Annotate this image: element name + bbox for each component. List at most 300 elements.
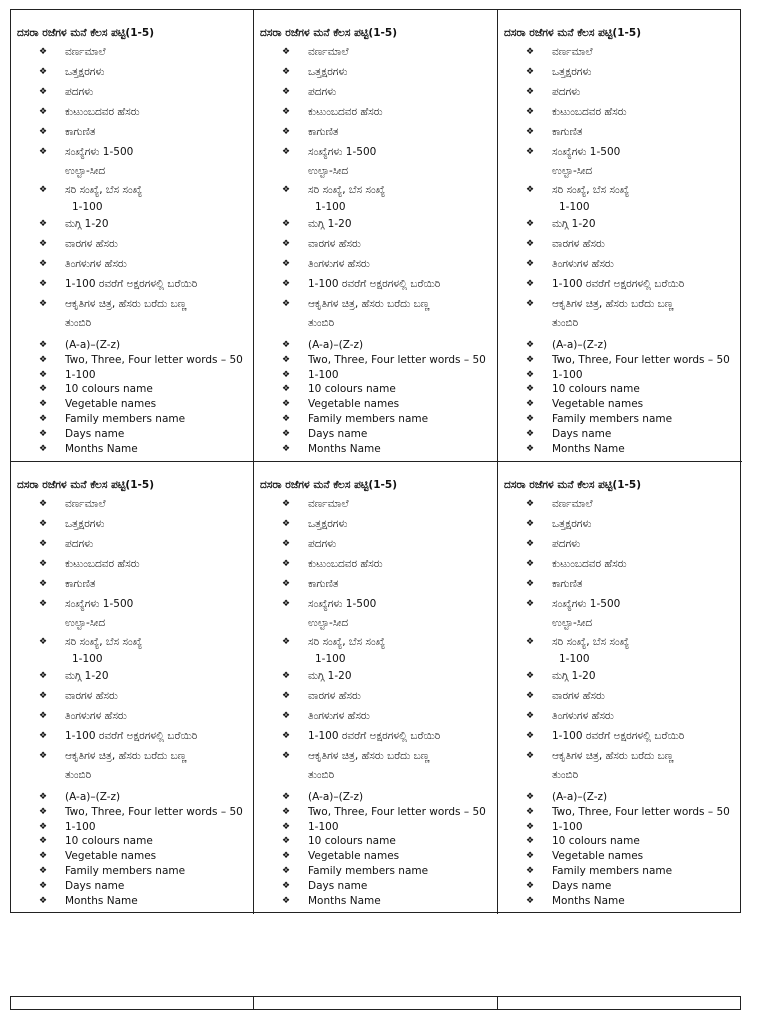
diamond-bullet-icon: ❖ [282, 399, 291, 410]
list-item-label: ತಿಂಗಳುಗಳ ಹೆಸರು [552, 710, 614, 722]
diamond-bullet-icon: ❖ [526, 47, 535, 57]
list-item [17, 879, 249, 894]
list-item [260, 894, 493, 909]
list-item [17, 180, 249, 200]
list-item-label: Two, Three, Four letter words – 50 [308, 805, 486, 818]
list-item-label: ಕಾಗುಣಿತ [552, 126, 583, 138]
list-item [504, 879, 738, 894]
list-item [260, 82, 493, 102]
list-item [260, 102, 493, 122]
diamond-bullet-icon: ❖ [282, 67, 291, 77]
list-item-label: ಆಕೃತಿಗಳ ಚಿತ್ರ, ಹೆಸರು ಬರೆದು ಬಣ್ಣ [65, 750, 187, 762]
list-item-label: Two, Three, Four letter words – 50 [552, 353, 730, 366]
list-item-label: 10 colours name [65, 835, 153, 848]
diamond-bullet-icon: ❖ [282, 443, 291, 454]
list-item [260, 353, 493, 368]
list-item [17, 442, 249, 457]
list-item-label: Days name [65, 427, 125, 440]
list-item-label: 1-100 ರವರೆಗೆ ಅಕ್ಷರಗಳಲ್ಲಿ ಬರೆಯಿರಿ [308, 730, 441, 742]
list-item-label: ವಾರಗಳ ಹೆಸರು [65, 690, 118, 702]
list-item [504, 442, 738, 457]
list-item [504, 894, 738, 909]
list-item-label: Days name [308, 879, 368, 892]
diamond-bullet-icon: ❖ [526, 751, 535, 761]
diamond-bullet-icon: ❖ [282, 259, 291, 269]
diamond-bullet-icon: ❖ [39, 413, 48, 424]
list-item-label: 1-100 ರವರೆಗೆ ಅಕ್ಷರಗಳಲ್ಲಿ ಬರೆಯಿರಿ [65, 730, 198, 742]
list-item-label: (A-a)–(Z-z) [552, 791, 608, 803]
list-item [17, 686, 249, 706]
diamond-bullet-icon: ❖ [39, 384, 48, 395]
list-item [260, 879, 493, 894]
list-item-label: Family members name [552, 864, 673, 877]
list-item [504, 234, 738, 254]
list-item [504, 397, 738, 412]
diamond-bullet-icon: ❖ [282, 299, 291, 309]
list-item [504, 274, 738, 294]
list-item [504, 514, 738, 534]
diamond-bullet-icon: ❖ [282, 806, 291, 817]
list-item [504, 666, 738, 686]
diamond-bullet-icon: ❖ [39, 499, 48, 509]
diamond-bullet-icon: ❖ [526, 671, 535, 681]
list-item-label: ಪದಗಳು [552, 86, 581, 98]
diamond-bullet-icon: ❖ [526, 354, 535, 365]
list-item-label: ಸಂಖ್ಯೆಗಳು 1-500 [308, 146, 377, 158]
list-item [260, 494, 493, 514]
list-item [504, 122, 738, 142]
list-item [17, 62, 249, 82]
diamond-bullet-icon: ❖ [526, 147, 535, 157]
diamond-bullet-icon: ❖ [282, 369, 291, 380]
diamond-bullet-icon: ❖ [39, 399, 48, 410]
diamond-bullet-icon: ❖ [39, 731, 48, 741]
diamond-bullet-icon: ❖ [282, 751, 291, 761]
list-item-label: ವಾರಗಳ ಹೆಸರು [308, 690, 361, 702]
list-item-label: ಮಗ್ಗಿ 1-20 [308, 670, 352, 682]
diamond-bullet-icon: ❖ [282, 539, 291, 549]
list-item [504, 494, 738, 514]
diamond-bullet-icon: ❖ [282, 428, 291, 439]
list-item-label: ವರ್ಣಮಾಲೆ [308, 46, 349, 58]
card-title: ದಸರಾ ರಜೆಗಳ ಮನೆ ಕೆಲಸ ಪಟ್ಟಿ(1-5) [17, 27, 154, 39]
list-item-continuation: ಉಲ್ಟಾ-ಸೀದ [552, 165, 593, 177]
list-item-label: 1-100 [65, 820, 96, 833]
list-item [260, 442, 493, 457]
diamond-bullet-icon: ❖ [39, 443, 48, 454]
diamond-bullet-icon: ❖ [282, 185, 291, 195]
diamond-bullet-icon: ❖ [282, 671, 291, 681]
list-item [504, 254, 738, 274]
list-item-label: Days name [552, 427, 612, 440]
diamond-bullet-icon: ❖ [282, 519, 291, 529]
list-item-label: ತಿಂಗಳುಗಳ ಹೆಸರು [65, 258, 127, 270]
list-item [260, 62, 493, 82]
list-item-label: Months Name [308, 442, 381, 455]
diamond-bullet-icon: ❖ [282, 87, 291, 97]
list-item [260, 397, 493, 412]
list-item-label: Two, Three, Four letter words – 50 [308, 353, 486, 366]
list-item [17, 790, 249, 805]
list-item-continuation: ತುಂಬಿರಿ [552, 769, 579, 781]
list-item-label: ಸರಿ ಸಂಖ್ಯೆ, ಬೆಸ ಸಂಖ್ಯೆ [308, 636, 386, 648]
list-item [504, 142, 738, 162]
list-item [504, 214, 738, 234]
list-item-label: ಪದಗಳು [65, 538, 94, 550]
list-item [504, 594, 738, 614]
diamond-bullet-icon: ❖ [39, 185, 48, 195]
diamond-bullet-icon: ❖ [282, 880, 291, 891]
list-item-label: ಆಕೃತಿಗಳ ಚಿತ್ರ, ಹೆಸರು ಬರೆದು ಬಣ್ಣ [308, 298, 430, 310]
list-item [504, 746, 738, 766]
list-item [260, 382, 493, 397]
diamond-bullet-icon: ❖ [526, 792, 535, 802]
diamond-bullet-icon: ❖ [526, 559, 535, 569]
homework-card [11, 10, 254, 462]
diamond-bullet-icon: ❖ [526, 67, 535, 77]
diamond-bullet-icon: ❖ [39, 751, 48, 761]
diamond-bullet-icon: ❖ [282, 691, 291, 701]
diamond-bullet-icon: ❖ [282, 219, 291, 229]
diamond-bullet-icon: ❖ [526, 219, 535, 229]
list-item-label: ಒತ್ತಕ್ಷರಗಳು [65, 66, 105, 78]
diamond-bullet-icon: ❖ [39, 711, 48, 721]
list-item-label: Family members name [308, 412, 429, 425]
diamond-bullet-icon: ❖ [526, 259, 535, 269]
list-item [260, 864, 493, 879]
list-item-label: 10 colours name [308, 383, 396, 396]
list-item [17, 805, 249, 820]
list-item-label: (A-a)–(Z-z) [65, 791, 121, 803]
list-item-label: 10 colours name [552, 383, 640, 396]
diamond-bullet-icon: ❖ [39, 880, 48, 891]
list-item [17, 494, 249, 514]
diamond-bullet-icon: ❖ [526, 87, 535, 97]
list-item-continuation: ತುಂಬಿರಿ [308, 769, 335, 781]
diamond-bullet-icon: ❖ [282, 239, 291, 249]
card-title: ದಸರಾ ರಜೆಗಳ ಮನೆ ಕೆಲಸ ಪಟ್ಟಿ(1-5) [504, 479, 641, 491]
homework-card [498, 462, 742, 914]
diamond-bullet-icon: ❖ [526, 384, 535, 395]
list-item-label: ವಾರಗಳ ಹೆಸರು [65, 238, 118, 250]
diamond-bullet-icon: ❖ [39, 87, 48, 97]
list-item-label: 10 colours name [65, 383, 153, 396]
list-item [504, 42, 738, 62]
list-item [260, 274, 493, 294]
list-item-label: ಸಂಖ್ಯೆಗಳು 1-500 [308, 598, 377, 610]
list-item [260, 805, 493, 820]
homework-card [254, 10, 498, 462]
list-item-label: 1-100 ರವರೆಗೆ ಅಕ್ಷರಗಳಲ್ಲಿ ಬರೆಯಿರಿ [308, 278, 441, 290]
list-item [260, 790, 493, 805]
diamond-bullet-icon: ❖ [39, 599, 48, 609]
list-item-label: Vegetable names [552, 850, 644, 863]
list-item-continuation: ತುಂಬಿರಿ [65, 317, 92, 329]
diamond-bullet-icon: ❖ [39, 259, 48, 269]
list-item-label: ಮಗ್ಗಿ 1-20 [308, 218, 352, 230]
list-item-label: ಮಗ್ಗಿ 1-20 [65, 670, 109, 682]
list-item-continuation: 1-100 [315, 201, 346, 213]
list-item-label: ಒತ್ತಕ್ಷರಗಳು [308, 66, 348, 78]
list-item [260, 142, 493, 162]
list-item-label: ಸಂಖ್ಯೆಗಳು 1-500 [65, 598, 134, 610]
diamond-bullet-icon: ❖ [282, 279, 291, 289]
list-item [17, 397, 249, 412]
diamond-bullet-icon: ❖ [39, 147, 48, 157]
list-item-label: ತಿಂಗಳುಗಳ ಹೆಸರು [552, 258, 614, 270]
list-item [260, 214, 493, 234]
list-item-label: ಒತ್ತಕ್ಷರಗಳು [552, 518, 592, 530]
list-item [17, 834, 249, 849]
diamond-bullet-icon: ❖ [39, 821, 48, 832]
diamond-bullet-icon: ❖ [39, 539, 48, 549]
diamond-bullet-icon: ❖ [39, 428, 48, 439]
list-item [504, 353, 738, 368]
diamond-bullet-icon: ❖ [39, 671, 48, 681]
list-item-continuation: ಉಲ್ಟಾ-ಸೀದ [308, 165, 349, 177]
list-item-label: ಕುಟುಂಬದವರ ಹೆಸರು [65, 106, 140, 118]
list-item [17, 726, 249, 746]
list-item-label: ವಾರಗಳ ಹೆಸರು [308, 238, 361, 250]
diamond-bullet-icon: ❖ [526, 880, 535, 891]
list-item-label: ಮಗ್ಗಿ 1-20 [65, 218, 109, 230]
diamond-bullet-icon: ❖ [526, 413, 535, 424]
list-item [504, 706, 738, 726]
list-item-label: Family members name [308, 864, 429, 877]
list-item-label: ಆಕೃತಿಗಳ ಚಿತ್ರ, ಹೆಸರು ಬರೆದು ಬಣ್ಣ [552, 298, 674, 310]
diamond-bullet-icon: ❖ [39, 279, 48, 289]
footer-table [10, 996, 741, 1010]
diamond-bullet-icon: ❖ [526, 806, 535, 817]
diamond-bullet-icon: ❖ [282, 851, 291, 862]
list-item [17, 554, 249, 574]
list-item [260, 368, 493, 383]
diamond-bullet-icon: ❖ [39, 519, 48, 529]
list-item [17, 102, 249, 122]
diamond-bullet-icon: ❖ [282, 413, 291, 424]
list-item-label: ಕಾಗುಣಿತ [308, 126, 339, 138]
homework-card [11, 462, 254, 914]
diamond-bullet-icon: ❖ [282, 147, 291, 157]
list-item [260, 726, 493, 746]
list-item [504, 534, 738, 554]
diamond-bullet-icon: ❖ [282, 731, 291, 741]
list-item-label: Family members name [65, 412, 186, 425]
diamond-bullet-icon: ❖ [526, 107, 535, 117]
diamond-bullet-icon: ❖ [39, 67, 48, 77]
diamond-bullet-icon: ❖ [526, 731, 535, 741]
list-item [260, 834, 493, 849]
diamond-bullet-icon: ❖ [526, 711, 535, 721]
list-item [17, 42, 249, 62]
diamond-bullet-icon: ❖ [282, 637, 291, 647]
diamond-bullet-icon: ❖ [282, 47, 291, 57]
list-item-label: 1-100 [552, 820, 583, 833]
list-item-label: Vegetable names [308, 398, 400, 411]
list-item-continuation: 1-100 [72, 653, 103, 665]
list-item [17, 427, 249, 442]
list-item-label: ವಾರಗಳ ಹೆಸರು [552, 690, 605, 702]
list-item [17, 514, 249, 534]
list-item [17, 82, 249, 102]
diamond-bullet-icon: ❖ [526, 279, 535, 289]
list-item-label: Months Name [65, 442, 138, 455]
list-item [17, 746, 249, 766]
list-item-label: ಕುಟುಂಬದವರ ಹೆಸರು [308, 106, 383, 118]
card-title: ದಸರಾ ರಜೆಗಳ ಮನೆ ಕೆಲಸ ಪಟ್ಟಿ(1-5) [260, 479, 397, 491]
list-item-label: Vegetable names [65, 398, 157, 411]
diamond-bullet-icon: ❖ [282, 499, 291, 509]
diamond-bullet-icon: ❖ [282, 865, 291, 876]
list-item-label: ಒತ್ತಕ್ಷರಗಳು [65, 518, 105, 530]
list-item [504, 805, 738, 820]
footer-cell [11, 997, 254, 1009]
diamond-bullet-icon: ❖ [282, 559, 291, 569]
list-item-label: ಆಕೃತಿಗಳ ಚಿತ್ರ, ಹೆಸರು ಬರೆದು ಬಣ್ಣ [308, 750, 430, 762]
list-item-label: ಪದಗಳು [308, 86, 337, 98]
list-item [504, 82, 738, 102]
list-item-label: ವರ್ಣಮಾಲೆ [65, 46, 106, 58]
diamond-bullet-icon: ❖ [39, 299, 48, 309]
list-item-label: ಪದಗಳು [552, 538, 581, 550]
list-item [504, 427, 738, 442]
diamond-bullet-icon: ❖ [282, 895, 291, 906]
list-item [504, 180, 738, 200]
list-item-label: ಆಕೃತಿಗಳ ಚಿತ್ರ, ಹೆಸರು ಬರೆದು ಬಣ್ಣ [552, 750, 674, 762]
diamond-bullet-icon: ❖ [526, 127, 535, 137]
diamond-bullet-icon: ❖ [39, 219, 48, 229]
list-item-label: ತಿಂಗಳುಗಳ ಹೆಸರು [308, 258, 370, 270]
list-item-label: ಕುಟುಂಬದವರ ಹೆಸರು [65, 558, 140, 570]
diamond-bullet-icon: ❖ [526, 428, 535, 439]
list-item-label: Days name [308, 427, 368, 440]
list-item [504, 864, 738, 879]
list-item [17, 274, 249, 294]
list-item-label: 1-100 [308, 368, 339, 381]
diamond-bullet-icon: ❖ [39, 127, 48, 137]
list-item [17, 254, 249, 274]
card-title: ದಸರಾ ರಜೆಗಳ ಮನೆ ಕೆಲಸ ಪಟ್ಟಿ(1-5) [260, 27, 397, 39]
diamond-bullet-icon: ❖ [282, 792, 291, 802]
list-item [260, 338, 493, 353]
list-item-continuation: ಉಲ್ಟಾ-ಸೀದ [308, 617, 349, 629]
list-item [17, 382, 249, 397]
list-item-continuation: 1-100 [559, 201, 590, 213]
list-item-label: ಕುಟುಂಬದವರ ಹೆಸರು [308, 558, 383, 570]
list-item-label: ಒತ್ತಕ್ಷರಗಳು [552, 66, 592, 78]
list-item-label: ಸರಿ ಸಂಖ್ಯೆ, ಬೆಸ ಸಂಖ್ಯೆ [65, 184, 143, 196]
list-item-label: ಕಾಗುಣಿತ [65, 578, 96, 590]
diamond-bullet-icon: ❖ [39, 354, 48, 365]
diamond-bullet-icon: ❖ [526, 579, 535, 589]
diamond-bullet-icon: ❖ [526, 895, 535, 906]
diamond-bullet-icon: ❖ [282, 579, 291, 589]
list-item-label: ಪದಗಳು [65, 86, 94, 98]
list-item-label: ಒತ್ತಕ್ಷರಗಳು [308, 518, 348, 530]
diamond-bullet-icon: ❖ [526, 239, 535, 249]
diamond-bullet-icon: ❖ [526, 851, 535, 862]
list-item [260, 666, 493, 686]
list-item [260, 746, 493, 766]
homework-sheet [10, 9, 741, 913]
list-item [260, 294, 493, 314]
diamond-bullet-icon: ❖ [39, 239, 48, 249]
list-item [260, 427, 493, 442]
list-item-label: ವಾರಗಳ ಹೆಸರು [552, 238, 605, 250]
diamond-bullet-icon: ❖ [526, 519, 535, 529]
card-title: ದಸರಾ ರಜೆಗಳ ಮನೆ ಕೆಲಸ ಪಟ್ಟಿ(1-5) [17, 479, 154, 491]
diamond-bullet-icon: ❖ [282, 821, 291, 832]
list-item [504, 382, 738, 397]
list-item [504, 574, 738, 594]
list-item-label: ಸರಿ ಸಂಖ್ಯೆ, ಬೆಸ ಸಂಖ್ಯೆ [65, 636, 143, 648]
list-item [17, 338, 249, 353]
diamond-bullet-icon: ❖ [39, 637, 48, 647]
diamond-bullet-icon: ❖ [39, 806, 48, 817]
list-item [260, 42, 493, 62]
diamond-bullet-icon: ❖ [39, 836, 48, 847]
list-item-label: Family members name [65, 864, 186, 877]
list-item [260, 632, 493, 652]
list-item [504, 338, 738, 353]
list-item [17, 574, 249, 594]
diamond-bullet-icon: ❖ [39, 559, 48, 569]
list-item [17, 368, 249, 383]
diamond-bullet-icon: ❖ [39, 340, 48, 350]
list-item-label: 10 colours name [552, 835, 640, 848]
list-item [17, 632, 249, 652]
list-item-label: (A-a)–(Z-z) [308, 339, 364, 351]
list-item-continuation: ಉಲ್ಟಾ-ಸೀದ [552, 617, 593, 629]
list-item [504, 686, 738, 706]
list-item [17, 294, 249, 314]
list-item [504, 62, 738, 82]
list-item-label: Two, Three, Four letter words – 50 [65, 353, 243, 366]
list-item [260, 849, 493, 864]
list-item-label: ಸರಿ ಸಂಖ್ಯೆ, ಬೆಸ ಸಂಖ್ಯೆ [552, 636, 630, 648]
list-item-label: Two, Three, Four letter words – 50 [552, 805, 730, 818]
list-item [504, 554, 738, 574]
list-item [504, 820, 738, 835]
diamond-bullet-icon: ❖ [526, 369, 535, 380]
list-item-label: Days name [552, 879, 612, 892]
diamond-bullet-icon: ❖ [526, 836, 535, 847]
list-item-continuation: ತುಂಬಿರಿ [552, 317, 579, 329]
diamond-bullet-icon: ❖ [526, 399, 535, 410]
list-item [17, 864, 249, 879]
list-item [17, 412, 249, 427]
list-item [17, 820, 249, 835]
list-item-label: ತಿಂಗಳುಗಳ ಹೆಸರು [65, 710, 127, 722]
diamond-bullet-icon: ❖ [526, 599, 535, 609]
diamond-bullet-icon: ❖ [39, 579, 48, 589]
list-item-label: ಸಂಖ್ಯೆಗಳು 1-500 [552, 146, 621, 158]
diamond-bullet-icon: ❖ [282, 384, 291, 395]
list-item-label: ಪದಗಳು [308, 538, 337, 550]
list-item [260, 686, 493, 706]
list-item-label: 1-100 [308, 820, 339, 833]
diamond-bullet-icon: ❖ [282, 836, 291, 847]
list-item-label: (A-a)–(Z-z) [552, 339, 608, 351]
diamond-bullet-icon: ❖ [526, 865, 535, 876]
list-item [260, 706, 493, 726]
list-item [260, 820, 493, 835]
list-item-continuation: 1-100 [72, 201, 103, 213]
list-item [260, 514, 493, 534]
list-item-label: ಮಗ್ಗಿ 1-20 [552, 218, 596, 230]
list-item [17, 894, 249, 909]
list-item [260, 234, 493, 254]
